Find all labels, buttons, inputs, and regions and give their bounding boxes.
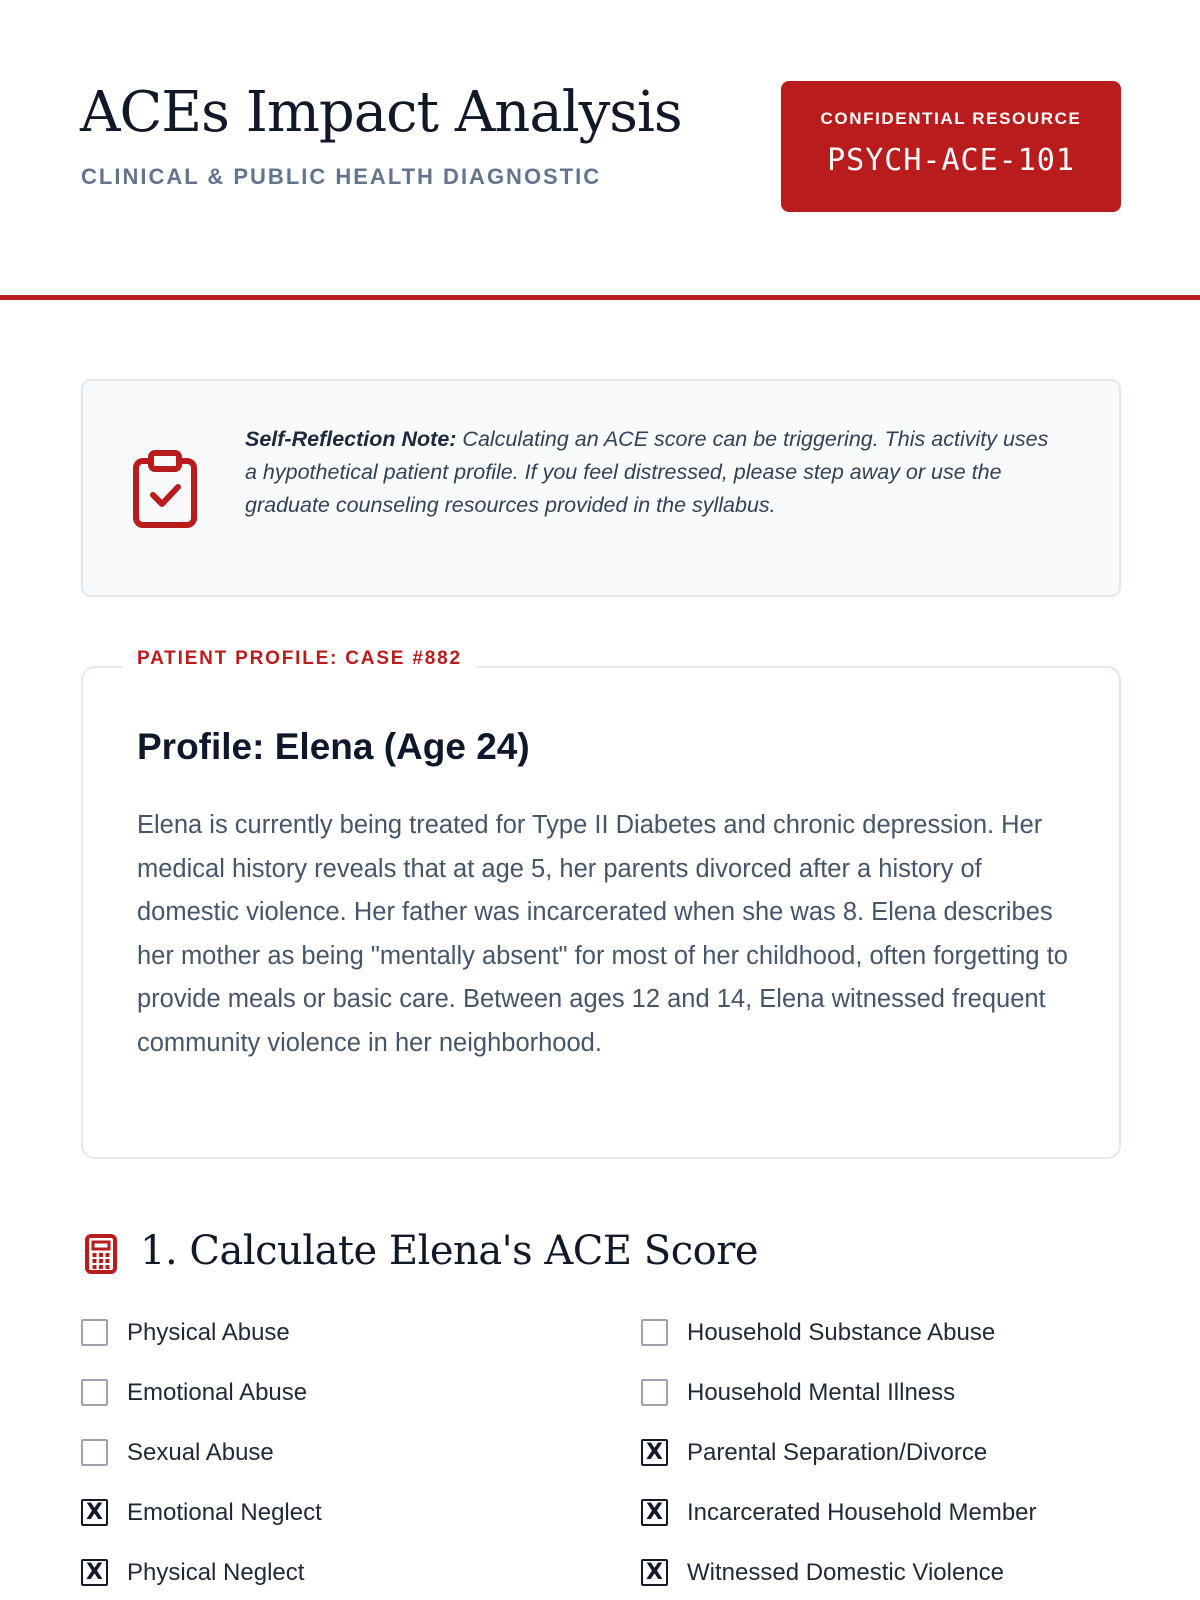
checkbox-label: Incarcerated Household Member	[687, 1499, 1037, 1526]
note-text	[245, 423, 1065, 522]
checkbox-label: Emotional Neglect	[127, 1499, 322, 1526]
page-header	[0, 0, 1200, 300]
patient-profile-card	[81, 648, 1121, 1159]
page-title: ACEs Impact Analysis	[80, 80, 682, 145]
checkbox-label: Parental Separation/Divorce	[687, 1439, 988, 1466]
checkbox[interactable]: X	[641, 1559, 668, 1586]
profile-legend: PATIENT PROFILE: CASE #882	[123, 648, 476, 670]
checkbox[interactable]	[81, 1439, 108, 1466]
profile-description: Elena is currently being treated for Type II Diabetes and chronic depression. Her medical history reveals that at age 5, her parents divorced after a history of domestic violence. Her father was incarcerated when she was 8. Elena describes her mother as being "mentally absent" for most of her childhood, often forgetting to provide meals or basic care. Between ages 12 and 14, Elena witnessed frequent community violence in her neighborhood.	[137, 811, 1068, 1057]
checkbox[interactable]: X	[641, 1499, 668, 1526]
section-title: 1. Calculate Elena's ACE Score	[140, 1228, 758, 1274]
note-lead: Self-Reflection Note:	[245, 427, 457, 451]
confidential-badge	[781, 81, 1121, 212]
badge-code: PSYCH-ACE-101	[827, 143, 1075, 178]
checkbox-label: Physical Neglect	[127, 1559, 305, 1586]
checkbox-label: Emotional Abuse	[127, 1379, 308, 1406]
checkbox[interactable]	[641, 1319, 668, 1346]
checkbox[interactable]	[81, 1319, 108, 1346]
self-reflection-note	[81, 379, 1121, 597]
calculator-icon	[84, 1233, 118, 1275]
checkbox-label: Sexual Abuse	[127, 1439, 274, 1466]
note-body: Calculating an ACE score can be triggering. This activity uses a hypothetical patient profile. If you feel distressed, please step away or use the graduate counseling resources provided in the syllabus.	[245, 427, 1049, 517]
checkbox[interactable]	[641, 1379, 668, 1406]
checkbox-label: Physical Abuse	[127, 1319, 290, 1346]
profile-title: Profile: Elena (Age 24)	[137, 726, 530, 767]
checkbox-label: Household Mental Illness	[687, 1379, 956, 1406]
badge-label: CONFIDENTIAL RESOURCE	[820, 109, 1082, 128]
checkbox-label: Witnessed Domestic Violence	[687, 1559, 1005, 1586]
checkbox[interactable]: X	[641, 1439, 668, 1466]
checkbox[interactable]	[81, 1379, 108, 1406]
page-subtitle: CLINICAL & PUBLIC HEALTH DIAGNOSTIC	[81, 164, 602, 189]
clipboard-check-icon	[131, 449, 199, 529]
checkbox[interactable]: X	[81, 1499, 108, 1526]
checkbox-label: Household Substance Abuse	[687, 1319, 996, 1346]
checkbox[interactable]: X	[81, 1559, 108, 1586]
